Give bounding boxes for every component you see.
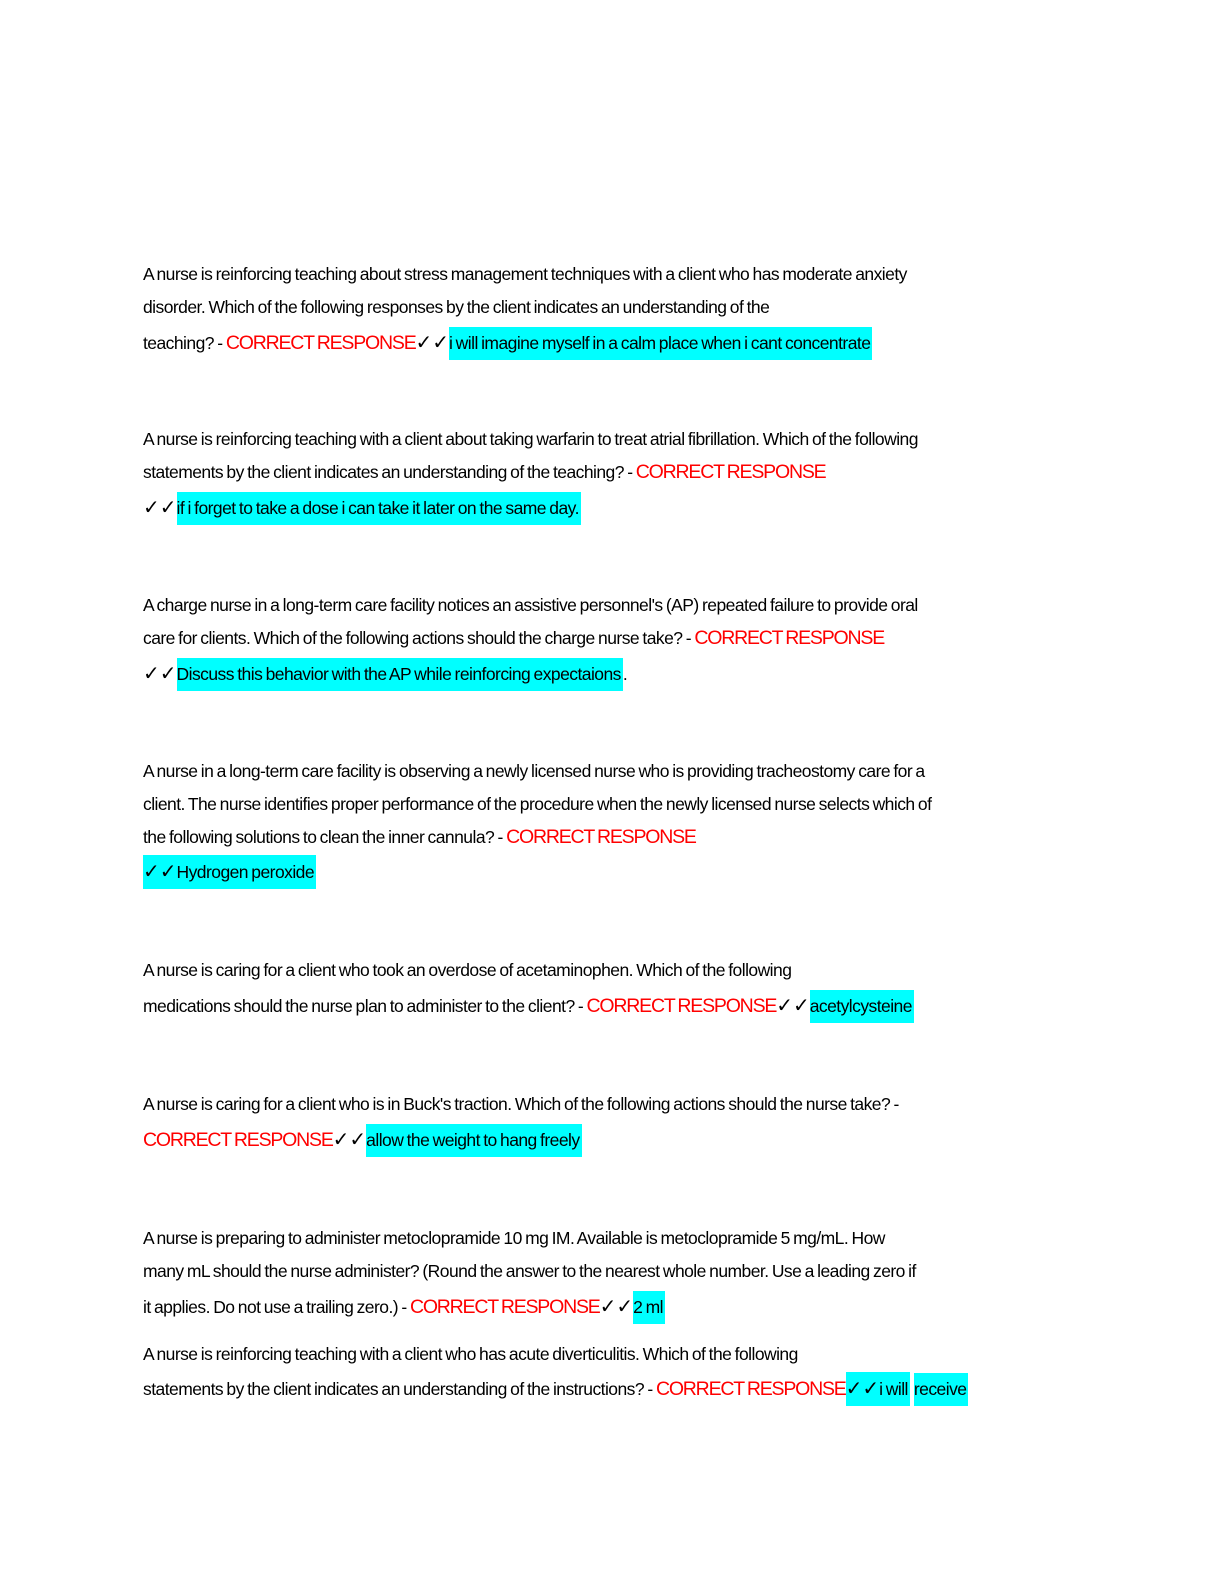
question-text: it applies. Do not use a trailing zero.) - (143, 1297, 410, 1317)
question-block (143, 589, 1078, 692)
answer-highlight: Discuss this behavior with the AP while reinforcing expectaions (177, 658, 623, 691)
question-text: the following solutions to clean the inner cannula? - (143, 827, 507, 847)
question-line-with-label (143, 821, 1078, 854)
checkmark-icon: ✓✓ (415, 330, 450, 354)
question-text: disorder. Which of the following responses by the client indicates an understanding of the (143, 297, 770, 317)
answer-text: i will (879, 1379, 908, 1399)
question-block (143, 258, 1078, 361)
checkmark-icon: ✓✓ (143, 495, 177, 519)
question-block (143, 1222, 1078, 1325)
correct-response-label: CORRECT RESPONSE (506, 826, 696, 848)
correct-response-label: CORRECT RESPONSE (635, 461, 826, 483)
answer-highlight: 2 ml (633, 1291, 665, 1324)
answer-highlight-continued: receive (914, 1373, 969, 1406)
answer-line (143, 854, 1078, 891)
correct-response-label: CORRECT RESPONSE (409, 1296, 600, 1318)
question-answer-line (143, 987, 1078, 1024)
answer-line (143, 1121, 1078, 1158)
question-answer-line (143, 1371, 1078, 1408)
question-block (143, 755, 1078, 891)
answer-line (143, 489, 1078, 526)
question-text: A nurse is reinforcing teaching with a client about taking warfarin to treat atrial fibrillation. Which of the following (143, 429, 918, 449)
correct-response-label: CORRECT RESPONSE (225, 332, 416, 354)
checkmark-icon: ✓✓ (845, 1376, 880, 1400)
question-text: client. The nurse identifies proper performance of the procedure when the newly licensed nurse selects which of (143, 794, 932, 814)
checkmark-icon: ✓✓ (143, 859, 177, 883)
correct-response-label: CORRECT RESPONSE (143, 1129, 333, 1151)
question-answer-line (143, 324, 1078, 361)
question-text: teaching? - (143, 333, 226, 353)
question-text: A nurse is reinforcing teaching about stress management techniques with a client who has moderate anxiety (143, 264, 907, 284)
question-text: A nurse is caring for a client who is in Buck's traction. Which of the following actions should the nurse take? - (143, 1094, 899, 1114)
question-text: A charge nurse in a long-term care facility notices an assistive personnel's (AP) repeated failure to provide oral (143, 595, 918, 615)
question-text: statements by the client indicates an understanding of the teaching? - (143, 462, 636, 482)
question-block (143, 954, 1078, 1024)
correct-response-label: CORRECT RESPONSE (694, 627, 885, 649)
question-line-with-label (143, 456, 1078, 489)
answer-highlight: i will imagine myself in a calm place when i cant concentrate (449, 327, 872, 360)
correct-response-label: CORRECT RESPONSE (655, 1378, 846, 1400)
answer-highlight: if i forget to take a dose i can take it later on the same day. (177, 492, 581, 525)
answer-line (143, 655, 1078, 692)
checkmark-icon: ✓✓ (776, 993, 810, 1017)
answer-highlight: acetylcysteine (810, 990, 914, 1023)
question-line-with-label (143, 622, 1078, 655)
question-block (143, 1088, 1078, 1158)
answer-highlight (846, 1372, 910, 1406)
question-text: many mL should the nurse administer? (Round the answer to the nearest whole number. Use a leading zero if (143, 1261, 916, 1281)
checkmark-icon: ✓✓ (599, 1294, 634, 1318)
answer-text: Hydrogen peroxide (176, 862, 315, 882)
question-text: A nurse in a long-term care facility is observing a newly licensed nurse who is providing tracheostomy care for a (143, 761, 925, 781)
question-text: A nurse is reinforcing teaching with a client who has acute diverticulitis. Which of the following (143, 1344, 798, 1364)
question-text: statements by the client indicates an understanding of the instructions? - (143, 1379, 656, 1399)
answer-highlight (143, 855, 316, 889)
answer-highlight: allow the weight to hang freely (366, 1124, 581, 1157)
answer-suffix: . (622, 664, 628, 684)
question-block (143, 1338, 1078, 1408)
checkmark-icon: ✓✓ (332, 1127, 367, 1151)
question-text: medications should the nurse plan to administer to the client? - (143, 996, 587, 1016)
question-text: care for clients. Which of the following actions should the charge nurse take? - (143, 628, 695, 648)
question-block (143, 423, 1078, 526)
checkmark-icon: ✓✓ (143, 661, 177, 685)
question-text: A nurse is caring for a client who took an overdose of acetaminophen. Which of the following (143, 960, 792, 980)
question-text: A nurse is preparing to administer metoclopramide 10 mg IM. Available is metoclopramide 5 mg/mL. How (143, 1228, 885, 1248)
question-answer-line (143, 1288, 1078, 1325)
correct-response-label: CORRECT RESPONSE (586, 995, 777, 1017)
